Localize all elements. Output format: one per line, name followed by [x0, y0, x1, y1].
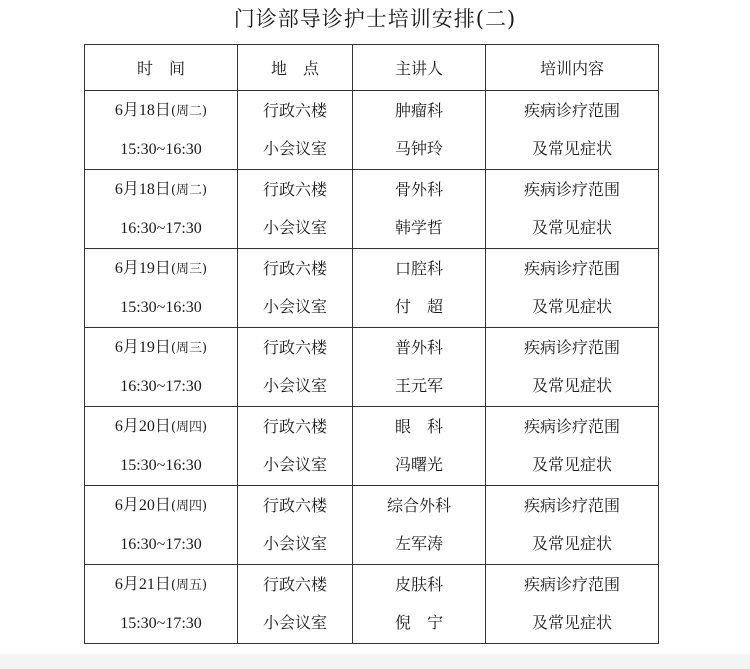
weekday-text: (周四) [170, 420, 208, 435]
place-building: 行政六楼 [262, 575, 327, 594]
place-building: 行政六楼 [262, 496, 327, 515]
content-line-2: 及常见症状 [531, 613, 612, 632]
date-line [85, 249, 237, 289]
content-line-1: 疾病诊疗范围 [523, 496, 620, 515]
time-range: 15:30~16:30 [120, 457, 202, 474]
time-cell [85, 407, 238, 486]
date-line [85, 407, 237, 447]
department-name: 皮肤科 [394, 575, 443, 594]
content-cell [486, 328, 659, 407]
time-cell [85, 170, 238, 249]
content-cell [486, 249, 659, 328]
date-text: 6月20日 [114, 497, 171, 514]
date-line [85, 328, 237, 368]
speaker-cell [353, 486, 486, 565]
weekday-text: (周三) [170, 341, 208, 356]
time-cell [85, 249, 238, 328]
place-cell [238, 565, 353, 644]
place-cell [238, 407, 353, 486]
speaker-name: 倪 宁 [394, 613, 443, 632]
table-row [85, 407, 659, 486]
header-content: 培训内容 [486, 45, 659, 91]
content-line-2: 及常见症状 [531, 218, 612, 237]
date-text: 6月20日 [114, 418, 171, 435]
training-schedule-table [84, 44, 659, 644]
speaker-name: 马钟玲 [394, 139, 443, 158]
table-row [85, 486, 659, 565]
place-building: 行政六楼 [262, 180, 327, 199]
content-cell [486, 486, 659, 565]
speaker-cell [353, 407, 486, 486]
time-cell [85, 565, 238, 644]
weekday-text: (周二) [170, 183, 208, 198]
header-speaker: 主讲人 [353, 45, 486, 91]
time-range: 15:30~16:30 [120, 299, 202, 316]
place-building: 行政六楼 [262, 259, 327, 278]
place-cell [238, 91, 353, 170]
table-row [85, 170, 659, 249]
place-room: 小会议室 [262, 534, 327, 553]
date-text: 6月18日 [114, 181, 171, 198]
time-cell [85, 328, 238, 407]
content-line-2: 及常见症状 [531, 139, 612, 158]
content-cell [486, 91, 659, 170]
content-line-1: 疾病诊疗范围 [523, 338, 620, 357]
date-line [85, 565, 237, 605]
time-range: 16:30~17:30 [120, 220, 202, 237]
weekday-text: (周四) [170, 499, 208, 514]
department-name: 肿瘤科 [394, 101, 443, 120]
content-line-2: 及常见症状 [531, 534, 612, 553]
speaker-name: 冯曙光 [394, 455, 443, 474]
place-building: 行政六楼 [262, 101, 327, 120]
speaker-name: 付 超 [394, 297, 443, 316]
place-room: 小会议室 [262, 613, 327, 632]
time-range: 16:30~17:30 [120, 536, 202, 553]
table-row [85, 565, 659, 644]
place-room: 小会议室 [262, 376, 327, 395]
date-text: 6月18日 [114, 102, 171, 119]
weekday-text: (周二) [170, 104, 208, 119]
place-building: 行政六楼 [262, 417, 327, 436]
department-name: 眼 科 [394, 417, 443, 436]
speaker-cell [353, 170, 486, 249]
header-time: 时 间 [85, 45, 238, 91]
table-row [85, 249, 659, 328]
header-place: 地 点 [238, 45, 353, 91]
time-range: 16:30~17:30 [120, 378, 202, 395]
place-room: 小会议室 [262, 455, 327, 474]
date-text: 6月19日 [114, 339, 171, 356]
content-line-2: 及常见症状 [531, 455, 612, 474]
department-name: 综合外科 [386, 496, 451, 515]
weekday-text: (周五) [170, 578, 208, 593]
table-row [85, 328, 659, 407]
speaker-name: 左军涛 [394, 534, 443, 553]
table-row [85, 91, 659, 170]
speaker-cell [353, 565, 486, 644]
department-name: 骨外科 [394, 180, 443, 199]
speaker-cell [353, 249, 486, 328]
content-line-1: 疾病诊疗范围 [523, 417, 620, 436]
time-cell [85, 486, 238, 565]
content-cell [486, 170, 659, 249]
speaker-name: 王元军 [394, 376, 443, 395]
date-line [85, 170, 237, 210]
page-title: 门诊部导诊护士培训安排(二) [233, 7, 517, 31]
speaker-name: 韩学哲 [394, 218, 443, 237]
place-room: 小会议室 [262, 297, 327, 316]
place-room: 小会议室 [262, 139, 327, 158]
place-room: 小会议室 [262, 218, 327, 237]
place-cell [238, 249, 353, 328]
page-bottom-edge [0, 654, 750, 669]
content-line-2: 及常见症状 [531, 376, 612, 395]
content-cell [486, 407, 659, 486]
content-line-1: 疾病诊疗范围 [523, 180, 620, 199]
content-line-2: 及常见症状 [531, 297, 612, 316]
weekday-text: (周三) [170, 262, 208, 277]
content-line-1: 疾病诊疗范围 [523, 575, 620, 594]
time-range: 15:30~16:30 [120, 141, 202, 158]
place-cell [238, 328, 353, 407]
date-line [85, 486, 237, 526]
place-building: 行政六楼 [262, 338, 327, 357]
date-text: 6月21日 [114, 576, 171, 593]
place-cell [238, 486, 353, 565]
speaker-cell [353, 91, 486, 170]
time-range: 15:30~17:30 [120, 615, 202, 632]
time-cell [85, 91, 238, 170]
speaker-cell [353, 328, 486, 407]
department-name: 普外科 [394, 338, 443, 357]
date-line [85, 91, 237, 131]
place-cell [238, 170, 353, 249]
content-cell [486, 565, 659, 644]
date-text: 6月19日 [114, 260, 171, 277]
content-line-1: 疾病诊疗范围 [523, 259, 620, 278]
table-header-row [85, 45, 659, 91]
content-line-1: 疾病诊疗范围 [523, 101, 620, 120]
department-name: 口腔科 [394, 259, 443, 278]
